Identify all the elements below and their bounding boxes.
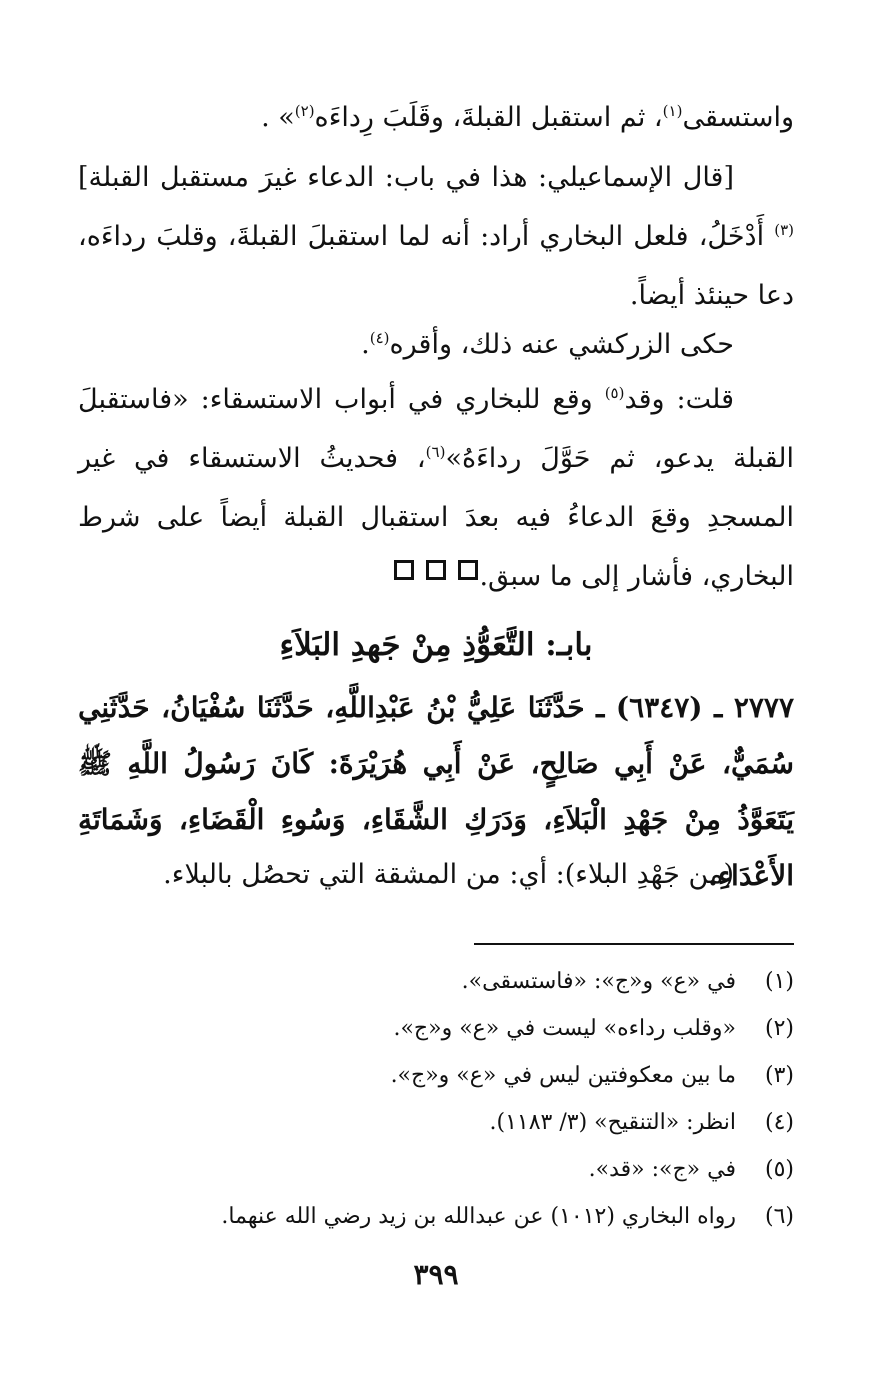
footnote-ref: (٦) (425, 443, 446, 461)
text-segment: . (361, 329, 370, 360)
footnote-item (78, 958, 794, 1005)
page-number: ٣٩٩ (413, 1258, 459, 1291)
section-separator (78, 560, 794, 584)
separator-square-icon (394, 560, 414, 580)
text-segment: [قال الإسماعيلي: هذا في باب: الدعاء غيرَ مستقبل القبلة] (78, 162, 734, 193)
hadith-text: ٢٧٧٧ ـ (٦٣٤٧) ـ حَدَّثَنَا عَلِيُّ بْنُ عَبْدِاللَّهِ، حَدَّثَنَا سُفْيَانُ، حَدَّثَنِي سُمَيٌّ، عَنْ أَبِي صَالِحٍ، عَنْ أَبِي هُرَيْرَةَ: كَانَ رَسُولُ اللَّهِ ﷺ يَتَعَوَّذُ مِنْ جَهْدِ الْبَلاَءِ، وَدَرَكِ الشَّقَاءِ، وَسُوءِ الْقَضَاءِ، وَشَمَاتَةِ الأَعْدَاءِ. (78, 691, 794, 892)
text-segment: وقع للبخاري في أبواب الاستسقاء: «فاستقبلَ القبلة يدعو، ثم حَوَّلَ رداءَهُ» (78, 384, 794, 474)
footnote-text: ما بين معكوفتين ليس في «ع» و«ج». (390, 1063, 736, 1088)
footnote-item (78, 1193, 794, 1240)
text-segment: أَدْخَلُ، فلعل البخاري أراد: أنه لما استقبلَ القبلةَ، وقلبَ رداءَه، دعا حينئذ أيضاً. (78, 221, 794, 311)
footnote-rule (474, 943, 794, 945)
footnote-text: في «ع» و«ج»: «فاستسقى». (461, 969, 736, 994)
chapter-title: بابـ: التَّعَوُّذِ مِنْ جَهدِ البَلاَءِ (279, 627, 593, 663)
commentary-text: (من جَهْدِ البلاء): أي: من المشقة التي تحصُل بالبلاء. (163, 859, 734, 890)
footnote-ref: (٢) (294, 102, 315, 120)
paragraph-1 (78, 88, 794, 147)
footnote-ref: (٤) (369, 329, 390, 347)
separator-square-icon (426, 560, 446, 580)
footnote-number: (٢) (764, 1016, 794, 1041)
footnote-item (78, 1005, 794, 1052)
footnotes-list (78, 958, 794, 1240)
text-segment: قلت: وقد (624, 384, 735, 415)
footnote-number: (٣) (764, 1063, 794, 1088)
footnote-number: (٥) (764, 1157, 794, 1182)
footnote-text: في «ج»: «قد». (588, 1157, 736, 1182)
footnote-item (78, 1099, 794, 1146)
text-segment: حكى الزركشي عنه ذلك، وأقره (389, 329, 734, 360)
footnote-number: (٦) (764, 1204, 794, 1229)
footnote-text: «وقلب رداءه» ليست في «ع» و«ج». (393, 1016, 736, 1041)
text-segment: واستسقى (682, 102, 794, 133)
footnote-text: انظر: «التنقيح» (٣/ ١١٨٣). (489, 1110, 736, 1135)
footnote-ref: (٥) (604, 384, 625, 402)
separator-square-icon (458, 560, 478, 580)
text-segment: ، ثم استقبل القبلةَ، وقَلَبَ رِداءَه (314, 102, 663, 133)
paragraph-2 (78, 148, 794, 325)
footnote-ref: (٣) (774, 221, 794, 239)
text-segment: ، فحديثُ الاستسقاء في غير المسجدِ وقعَ الدعاءُ فيه بعدَ استقبال القبلة أيضاً على شرط البخاري، فأشار إلى ما سبق. (78, 443, 794, 592)
footnote-ref: (١) (662, 102, 683, 120)
footnote-item (78, 1146, 794, 1193)
footnote-text: رواه البخاري (١٠١٢) عن عبدالله بن زيد رضي الله عنهما. (221, 1204, 736, 1229)
paragraph-3 (78, 315, 794, 374)
footnote-item (78, 1052, 794, 1099)
footnote-number: (١) (764, 969, 794, 994)
footnote-number: (٤) (764, 1110, 794, 1135)
text-segment: » . (261, 102, 295, 133)
